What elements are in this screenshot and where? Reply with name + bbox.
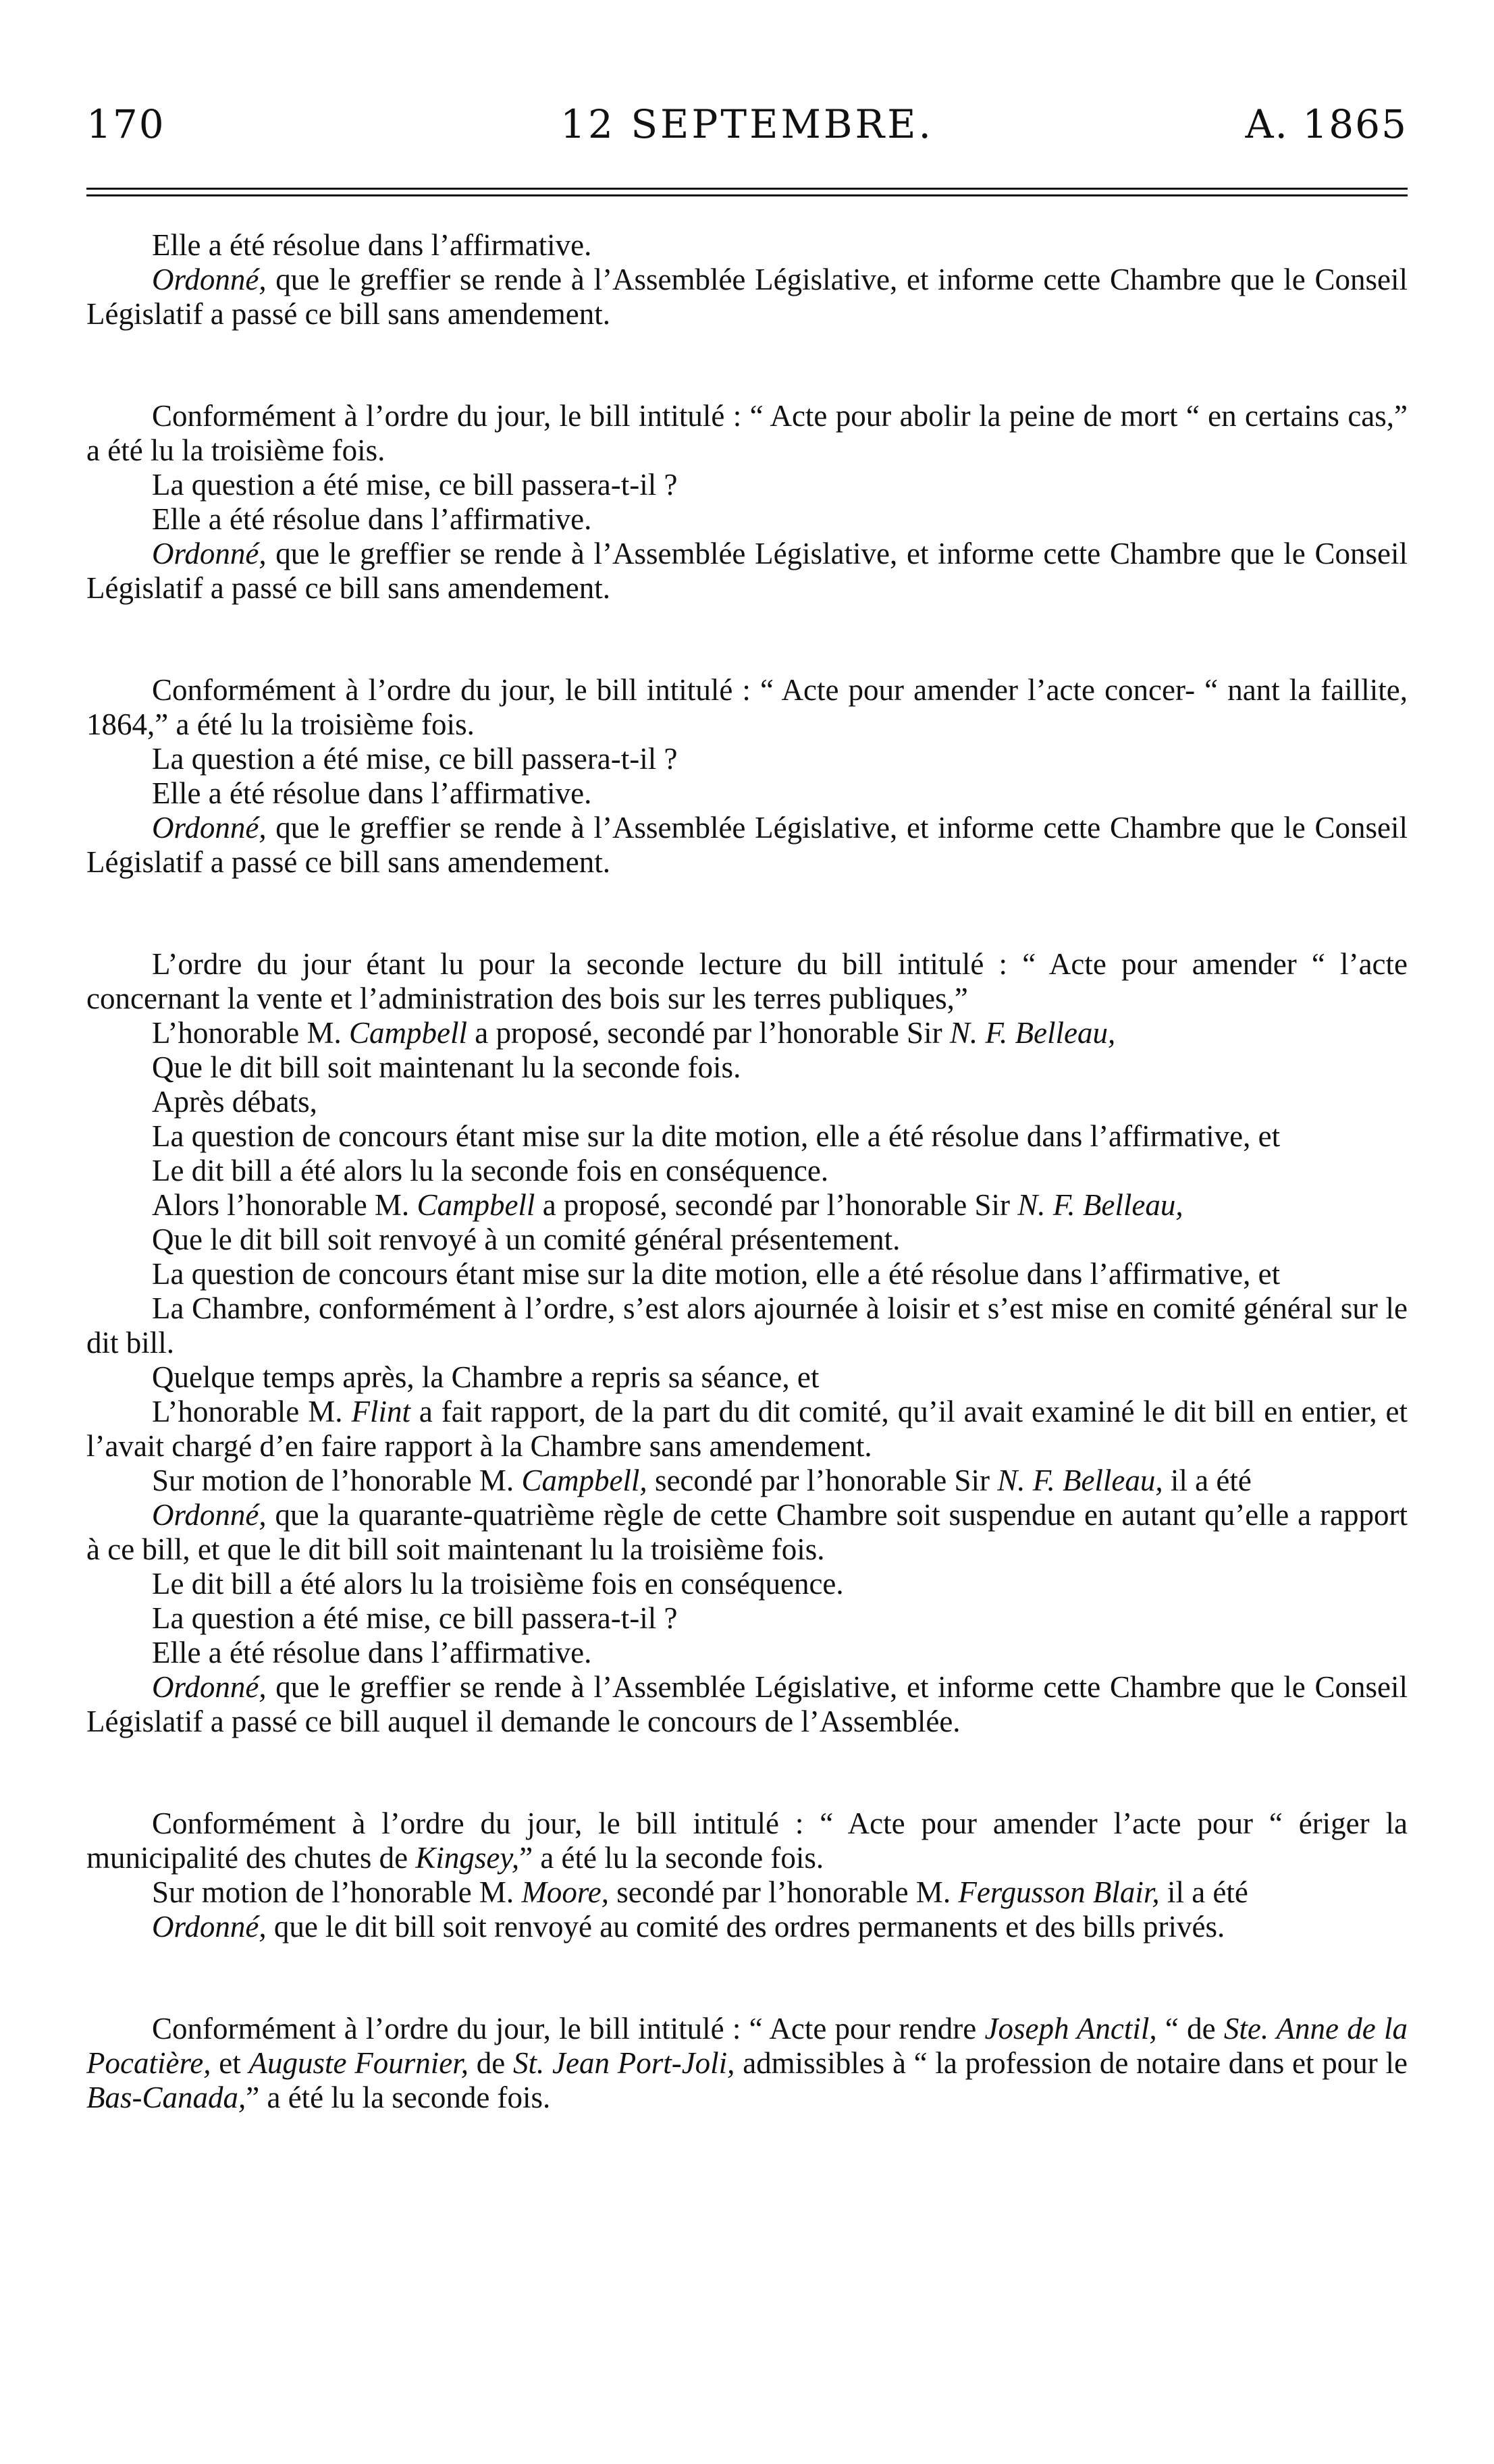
running-title: 12 SEPTEMBRE. [560,101,934,147]
paragraph: L’honorable M. Campbell a proposé, secondé par l’honorable Sir N. F. Belleau, [152,1016,1116,1050]
paragraph: Le dit bill a été alors lu la troisième fois en conséquence. [152,1567,844,1601]
paragraph: La question a été mise, ce bill passera-t-il ? [152,1601,678,1635]
section-gap [86,331,1408,399]
paragraph: Ordonné, que le greffier se rende à l’Assemblée Législative, et informe cette Chambre que le Conseil Législatif a passé ce bill sans amendement. [86,263,1408,331]
paragraph: La question de concours étant mise sur la dite motion, elle a été résolue dans l’affirmative, et [152,1257,1281,1291]
section [86,947,1408,1739]
paragraph: L’honorable M. Flint a fait rapport, de la part du dit comité, qu’il avait examiné le dit bill en entier, et l’avait chargé d’en faire rapport à la Chambre sans amendement. [86,1395,1408,1463]
paragraph: Ordonné, que le greffier se rende à l’Assemblée Législative, et informe cette Chambre que le Conseil Législatif a passé ce bill sans amendement. [86,537,1408,605]
paragraph: Sur motion de l’honorable M. Moore, secondé par l’honorable M. Fergusson Blair, il a été [152,1875,1248,1909]
paragraph: La question de concours étant mise sur la dite motion, elle a été résolue dans l’affirmative, et [152,1119,1281,1153]
paragraph: Alors l’honorable M. Campbell a proposé, secondé par l’honorable Sir N. F. Belleau, [152,1188,1183,1222]
paragraph: L’ordre du jour étant lu pour la seconde lecture du bill intitulé : “ Acte pour amender “ l’acte concernant la vente et l’administration des bois sur les terres publiques,” [86,947,1408,1015]
paragraph: Conformément à l’ordre du jour, le bill intitulé : “ Acte pour amender l’acte concer- “ nant la faillite, 1864,” a été lu la troisième fois. [86,673,1408,741]
page-number: 170 [86,101,165,147]
paragraph: La question a été mise, ce bill passera-t-il ? [152,468,678,502]
paragraph: Quelque temps après, la Chambre a repris sa séance, et [152,1360,820,1394]
paragraph: Ordonné, que le greffier se rende à l’Assemblée Législative, et informe cette Chambre que le Conseil Législatif a passé ce bill sans amendement. [86,811,1408,879]
paragraph: Après débats, [152,1085,317,1119]
section [86,2012,1408,2115]
paragraph: Elle a été résolue dans l’affirmative. [152,1636,592,1669]
section [86,673,1408,880]
paragraph: Ordonné, que le dit bill soit renvoyé au comité des ordres permanents et des bills privés. [152,1910,1225,1944]
section [86,228,1408,331]
paragraph: Elle a été résolue dans l’affirmative. [152,228,592,262]
header-rule-top [86,188,1408,190]
paragraph: Elle a été résolue dans l’affirmative. [152,776,592,810]
paragraph: Conformément à l’ordre du jour, le bill intitulé : “ Acte pour rendre Joseph Anctil, “ de Ste. Anne de la Pocatière, et Auguste Fournier, de St. Jean Port-Joli, admissibles à “ la profession de notaire dans et pour le Bas-Canada,” a été lu la seconde fois. [86,2012,1408,2114]
header-rule-bottom [86,194,1408,196]
paragraph: Ordonné, que le greffier se rende à l’Assemblée Législative, et informe cette Chambre que le Conseil Législatif a passé ce bill auquel il demande le concours de l’Assemblée. [86,1670,1408,1738]
paragraph: La question a été mise, ce bill passera-t-il ? [152,742,678,776]
paragraph: Conformément à l’ordre du jour, le bill intitulé : “ Acte pour abolir la peine de mort “ en certains cas,” a été lu la troisième fois. [86,399,1408,467]
paragraph: Sur motion de l’honorable M. Campbell, secondé par l’honorable Sir N. F. Belleau, il a été [152,1464,1252,1497]
paragraph: Ordonné, que la quarante-quatrième règle de cette Chambre soit suspendue en autant qu’elle a rapport à ce bill, et que le dit bill soit maintenant lu la troisième fois. [86,1498,1408,1566]
paragraph: Elle a été résolue dans l’affirmative. [152,502,592,536]
section-gap [86,1944,1408,2012]
section [86,399,1408,606]
paragraph: La Chambre, conformément à l’ordre, s’est alors ajournée à loisir et s’est mise en comité général sur le dit bill. [86,1291,1408,1360]
paragraph: Conformément à l’ordre du jour, le bill intitulé : “ Acte pour amender l’acte pour “ ériger la municipalité des chutes de Kingsey,” a été lu la seconde fois. [86,1806,1408,1875]
page-header [86,95,1408,162]
body-text [86,228,1408,2115]
paragraph: Que le dit bill soit renvoyé à un comité général présentement. [152,1223,901,1256]
paragraph: Que le dit bill soit maintenant lu la seconde fois. [152,1050,741,1084]
section-gap [86,1739,1408,1806]
section-gap [86,880,1408,947]
section [86,1806,1408,1944]
session-year: A. 1865 [1245,101,1408,147]
paragraph: Le dit bill a été alors lu la seconde fois en conséquence. [152,1154,829,1187]
section-gap [86,606,1408,673]
